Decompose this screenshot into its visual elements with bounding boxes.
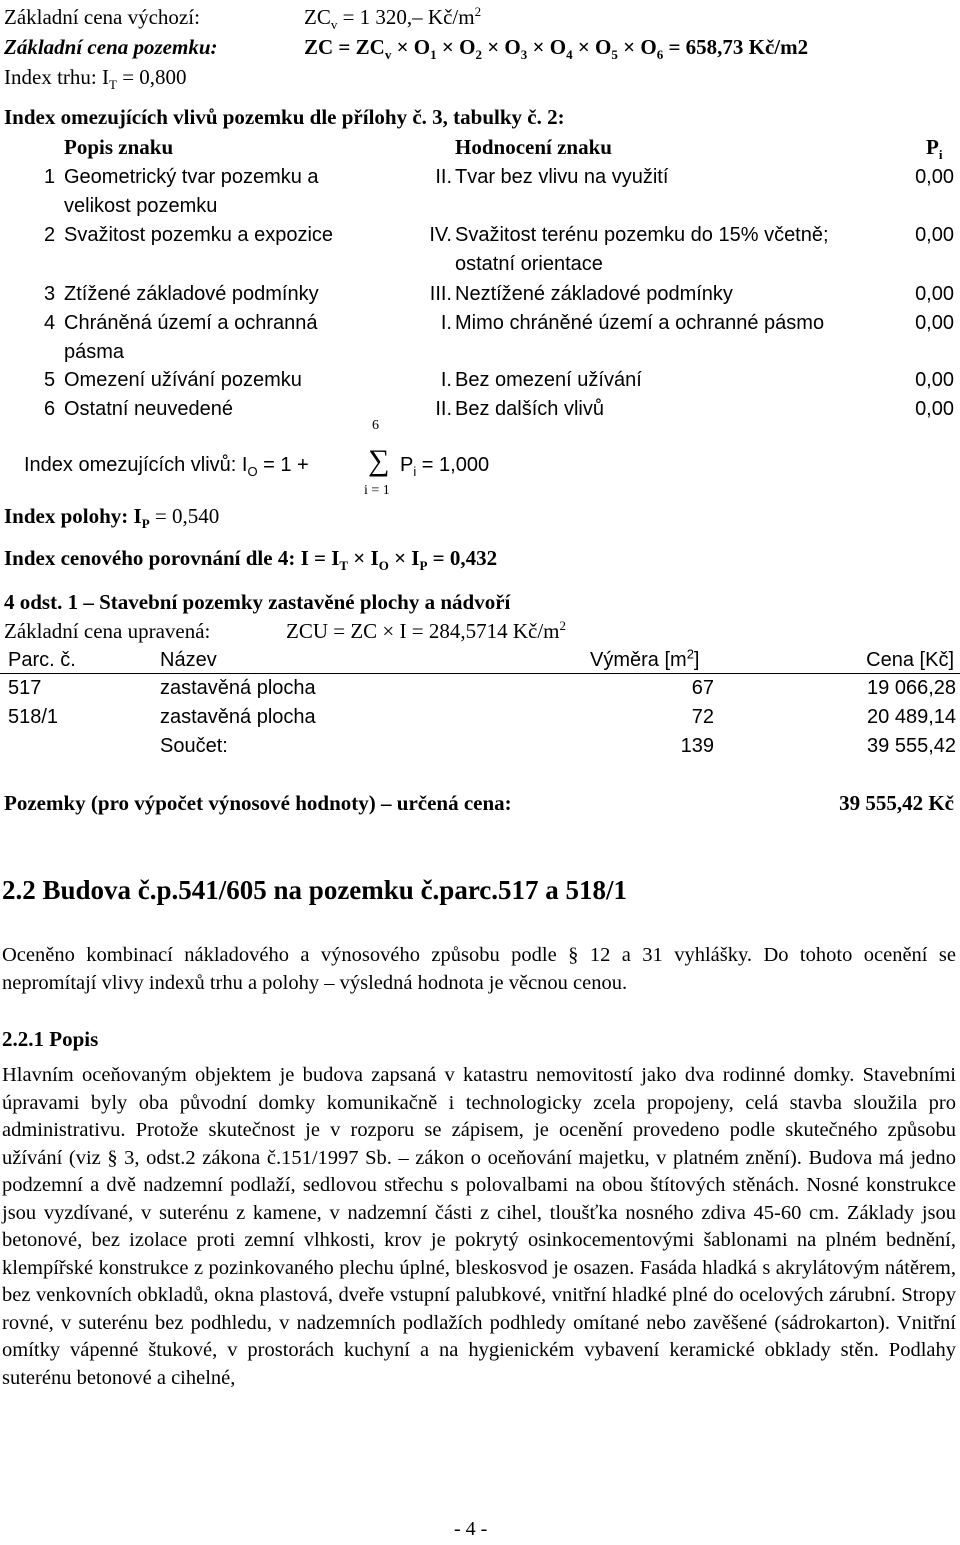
zc-v-value: $ZC_v = 1$ 320,– $Kč/m^2$ <box>304 4 482 33</box>
parcel-nazev: zastavěná plocha <box>160 677 316 699</box>
influence-popis: Svažitost pozemku a expozice <box>64 224 334 246</box>
parcel-cena: 19 066,28 <box>867 677 956 699</box>
parcel-total-cena: 39 555,42 <box>867 735 956 757</box>
influence-num: 1 <box>44 166 56 188</box>
influence-roman: II. <box>435 398 452 420</box>
influence-pi: 0,00 <box>915 283 954 305</box>
influence-popis: Geometrický tvar pozemku a <box>64 166 319 188</box>
col-hodnoceni: Hodnocení znaku <box>455 135 612 159</box>
influence-num: 5 <box>44 369 56 391</box>
sum-top: 6 <box>372 418 379 433</box>
pozemky-result-value: 39 555,42 Kč <box>839 791 954 815</box>
parcel-total-label: Součet: <box>160 735 228 757</box>
influence-roman: I. <box>440 369 452 391</box>
influence-hodnoceni: Mimo chráněné území a ochranné pásmo <box>455 312 825 334</box>
influence-hodnoceni: Neztížené základové podmínky <box>455 283 733 305</box>
col-pi: $P_i$ <box>926 135 943 163</box>
index-cen-porovnani: Index cenového porovnání dle 4: $I = I_T \times I_O \times I_P = 0,432$ <box>4 546 498 574</box>
divider <box>0 673 960 674</box>
influence-roman: II. <box>435 166 452 188</box>
influence-num: 3 <box>44 283 56 305</box>
influence-pi: 0,00 <box>915 398 954 420</box>
parcel-num: 517 <box>8 677 42 699</box>
section221-heading: 2.2.1 Popis <box>2 1027 99 1051</box>
col-popis: Popis znaku <box>64 135 174 159</box>
influence-hodnoceni: Bez omezení užívání <box>455 369 642 391</box>
influence-hodnoceni: Bez dalších vlivů <box>455 398 604 420</box>
influence-num: 6 <box>44 398 56 420</box>
influence-hodnoceni-cont: ostatní orientace <box>455 253 603 275</box>
section4-heading: 4 odst. 1 – Stavební pozemky zastavěné plochy a nádvoří <box>4 590 511 614</box>
section22-heading: 2.2 Budova č.p.541/605 na pozemku č.parc.517 a 518/1 <box>2 875 628 905</box>
page-number: - 4 - <box>454 1518 488 1540</box>
influence-popis: Chráněná území a ochranná <box>64 312 318 334</box>
influence-popis-cont: pásma <box>64 341 125 363</box>
zc-formula: ZC = $ZC_v \times O_1 \times O_2 \times O_3 \times O_4 \times O_5 \times O_6 = 658,73$ Kč/m2 <box>304 35 809 63</box>
parcel-vymera: 67 <box>691 677 714 699</box>
zc-line: Základní cena pozemku: ZC = $ZC_v \times O_1 \times O_2 \times O_3 \times O_4 \times O_5 \times O_6 = 658,73$ Kč/m2 <box>4 35 809 63</box>
influence-pi: 0,00 <box>915 166 954 188</box>
influence-popis-cont: velikost pozemku <box>64 195 218 217</box>
zcu-line: Základní cena upravená: ZCU = ZC × I = 284,5714 $Kč/m^2$ <box>4 618 567 643</box>
parcel-header-vymera: Výměra $[m^2]$ <box>590 646 700 671</box>
influence-hodnoceni: Tvar bez vlivu na využití <box>455 166 669 188</box>
influence-roman: IV. <box>429 224 452 246</box>
influence-roman: III. <box>429 283 452 305</box>
influence-popis: Omezení užívání pozemku <box>64 369 302 391</box>
influence-pi: 0,00 <box>915 224 954 246</box>
pozemky-result-label: Pozemky (pro výpočet výnosové hodnoty) – určená cena: <box>4 791 512 815</box>
index-trhu: Index trhu: $I_T = 0,800$ <box>4 65 187 93</box>
influence-pi: 0,00 <box>915 369 954 391</box>
paragraph-oceneni: Oceněno kombinací nákladového a výnosového způsobu podle § 12 a 31 vyhlášky. Do tohoto ocenění se nepromítají vlivy indexů trhu a polohy – výsledná hodnota je věcnou cenou. <box>2 944 956 994</box>
zc-v-line: Základní cena výchozí: $ZC_v = 1$ 320,– $Kč/m^2$ <box>4 4 482 33</box>
io-formula: Index omezujících vlivů: $I_O = 1$ + <box>24 454 309 479</box>
parcel-vymera: 72 <box>691 706 714 728</box>
parcel-cena: 20 489,14 <box>867 706 956 728</box>
sum-bottom: i = 1 <box>364 483 390 498</box>
influence-pi: 0,00 <box>915 312 954 334</box>
influence-popis: Ostatní neuvedené <box>64 398 234 420</box>
influences-title: Index omezujících vlivů pozemku dle přílohy č. 3, tabulky č. 2: <box>4 105 565 129</box>
paragraph-popis: Hlavním oceňovaným objektem je budova zapsaná v katastru nemovitostí jako dva rodinné domky. Stavebními úpravami byly oba původní domky komunikačně i technologicky zcela propojeny, celá stavba sloužila pro administrativu. Protože skutečnost je v rozporu se zápisem, je ocenění provedeno podle skutečného způsobu užívání (viz § 3, odst.2 zákona č.151/1997 Sb. – zákon o oceňování majetku, v platném znění). Budova má jedno podzemní a dvě nadzemní podlaží, sedlovou střechu s polovalbami na obou štítových stěnách. Nosné konstrukce jsou vyzdívané, v suterénu z kamene, v nadzemní části z cihel, tloušťka nosného zdiva 45-60 cm. Základy jsou betonové, bez izolace proti zemní vlhkosti, krov je pokrytý osinkocementovými šablonami na plném bednění, klempířské konstrukce z pozinkovaného plechu úplné, bleskosvod je osazen. Fasáda hladká s akrylátovým nátěrem, bez venkovních obkladů, okna plastová, dveře vstupní palubkové, vnitřní hladké plné do ocelových zárubní. Stropy rovné, v suterénu bez podhledu, v nadzemních podlažích podhledy omítané nebo zavěšené (sádrokarton). Vnitřní omítky vápenné štukové, v prostorách kuchyní a na hygienickém vybavení keramické obklady stěn. Podlahy suterénu betonové a cihelné, <box>2 1064 956 1389</box>
index-polohy: Index polohy: $I_P = 0,540$ <box>4 504 220 532</box>
sum-sign: ∑ <box>368 444 390 477</box>
parcel-header-nazev: Název <box>160 649 217 671</box>
influence-roman: I. <box>440 312 452 334</box>
parcel-num: 518/1 <box>8 706 59 728</box>
influence-popis: Ztížené základové podmínky <box>64 283 319 305</box>
influence-hodnoceni: Svažitost terénu pozemku do 15% včetně; <box>455 224 829 246</box>
parcel-header-cena: Cena [Kč] <box>866 649 954 671</box>
parcel-nazev: zastavěná plocha <box>160 706 316 728</box>
io-result: $P_i = 1,000$ <box>400 454 490 479</box>
influence-num: 4 <box>44 312 56 334</box>
parcel-header-parc: Parc. č. <box>8 649 76 671</box>
parcel-total-vymera: 139 <box>680 735 714 757</box>
influence-num: 2 <box>44 224 56 246</box>
